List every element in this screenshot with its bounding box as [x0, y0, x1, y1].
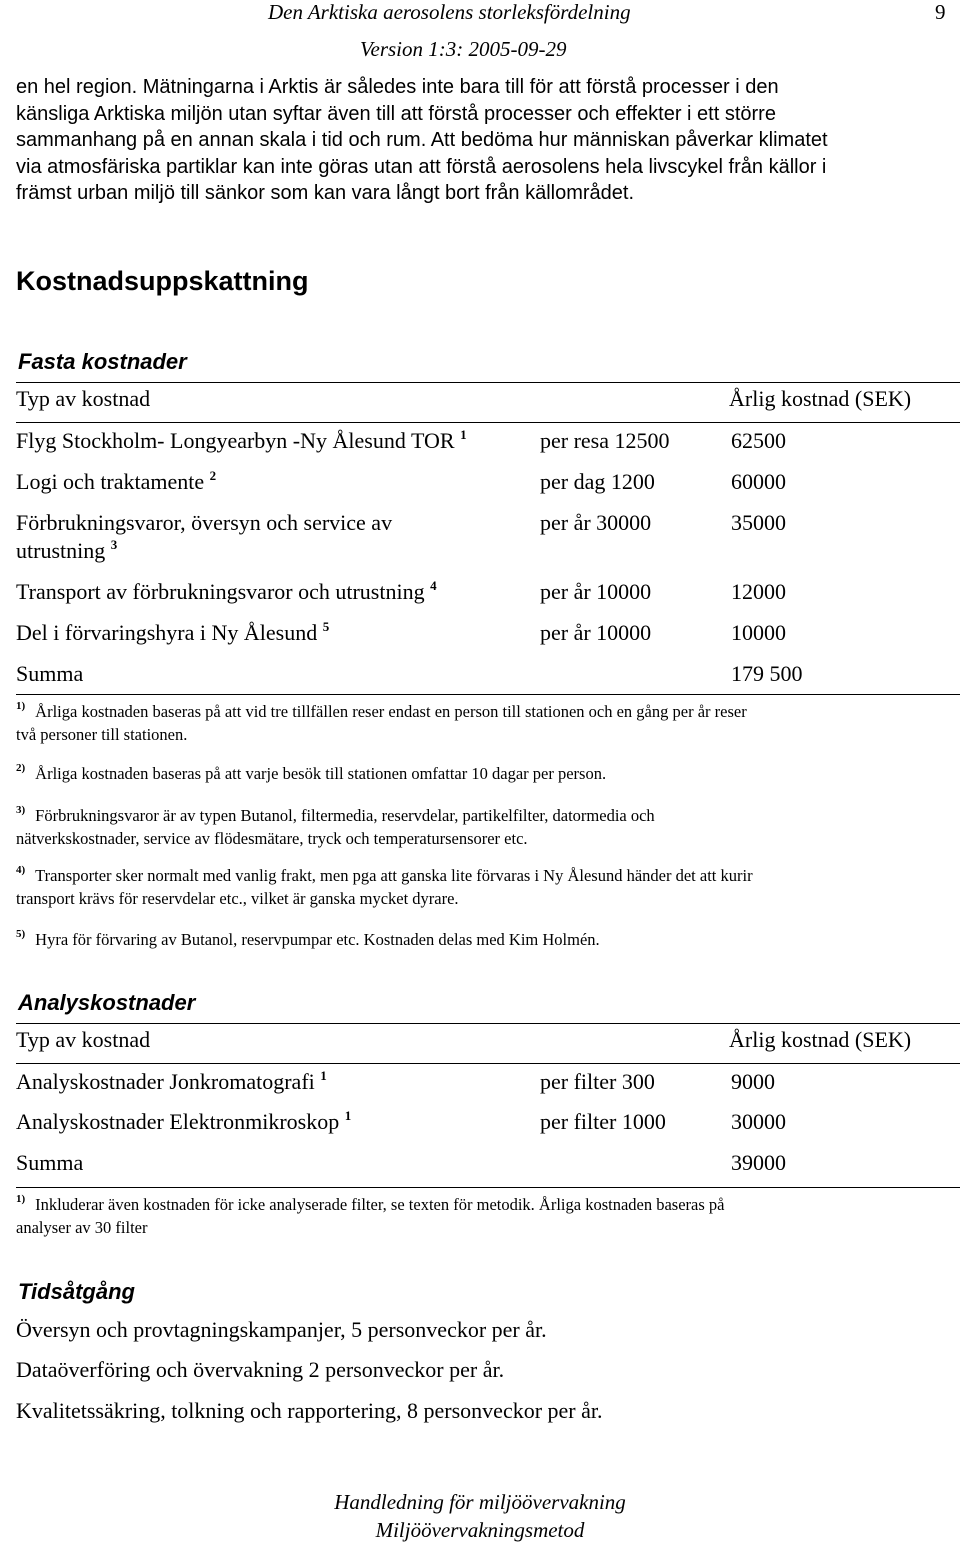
row-unit-cost: per resa 12500 — [540, 428, 670, 453]
row-footnote-ref: 3 — [110, 537, 118, 552]
row-annual-cost: 30000 — [731, 1109, 786, 1134]
footer-line: Miljöövervakningsmetod — [375, 1518, 585, 1542]
table-row — [16, 1069, 327, 1095]
row-unit-cost: per filter 1000 — [540, 1109, 666, 1134]
footnote-text: analyser av 30 filter — [16, 1218, 148, 1237]
footnote-text: Årliga kostnaden baseras på att varje besök till stationen omfattar 10 dagar per person. — [35, 764, 607, 783]
row-label: Analyskostnader Elektronmikroskop — [16, 1109, 340, 1134]
intro-line: främst urban miljö till sänkor som kan vara långt bort från källområdet. — [16, 182, 635, 204]
table-row — [16, 428, 467, 454]
row-footnote-ref: 2 — [209, 468, 217, 483]
footnote-mark: 1) — [16, 1193, 26, 1205]
row-unit-cost: per år 30000 — [540, 510, 652, 535]
sum-label: Summa — [16, 1150, 84, 1175]
footnote-text: Förbrukningsvaror är av typen Butanol, filtermedia, reservdelar, partikelfilter, datormedia och — [35, 806, 655, 825]
footnote-text: två personer till stationen. — [16, 725, 188, 744]
table-row — [16, 620, 329, 646]
footnote-text: Inkluderar även kostnaden för icke analyserade filter, se texten för metodik. Årliga kostnaden baseras på — [35, 1195, 725, 1214]
row-footnote-ref: 1 — [344, 1108, 352, 1123]
col-header-type: Typ av kostnad — [16, 1027, 151, 1052]
running-header-version: Version 1:3: 2005-09-29 — [360, 37, 567, 61]
row-footnote-ref: 5 — [322, 619, 330, 634]
row-footnote-ref: 4 — [430, 578, 437, 593]
footnote-mark: 1) — [16, 700, 26, 712]
footnote-mark: 5) — [16, 928, 26, 940]
row-label: Flyg Stockholm- Longyearbyn -Ny Ålesund TOR — [16, 428, 455, 453]
footnote-mark: 2) — [16, 762, 26, 774]
sum-value: 179 500 — [731, 661, 803, 686]
footnote — [16, 1193, 946, 1239]
row-label: Logi och traktamente — [16, 469, 205, 494]
intro-line: via atmosfäriska partiklar kan inte göras utan att förstå aerosolens hela livscykel från källor i — [16, 155, 827, 178]
sum-value: 39000 — [731, 1150, 786, 1175]
col-header-annual: Årlig kostnad (SEK) — [729, 386, 912, 411]
footnote-text: Årliga kostnaden baseras på att vid tre tillfällen reser endast en person till stationen och en gång per år reser — [35, 702, 747, 721]
row-label: Transport av förbrukningsvaror och utrustning — [16, 579, 425, 604]
time-heading: Tidsåtgång — [18, 1279, 135, 1304]
fixed-costs-heading: Fasta kostnader — [18, 349, 187, 374]
footnote — [16, 864, 946, 910]
intro-line: känsliga Arktiska miljön utan syftar även till att förstå processer och effekter i ett större — [16, 102, 776, 125]
page-number: 9 — [935, 0, 946, 24]
table-header-rule — [16, 422, 960, 423]
footnote-mark: 4) — [16, 864, 26, 876]
row-label: Analyskostnader Jonkromatografi — [16, 1069, 315, 1094]
analysis-costs-heading: Analyskostnader — [18, 990, 196, 1015]
row-unit-cost: per filter 300 — [540, 1069, 655, 1094]
table-row — [16, 579, 437, 605]
running-header-title: Den Arktiska aerosolens storleksfördelning — [268, 0, 631, 24]
row-unit-cost: per år 10000 — [540, 620, 652, 645]
footnote — [16, 804, 946, 850]
table-row — [16, 510, 392, 536]
table-header-rule — [16, 1063, 960, 1064]
intro-line: sammanhang på en annan skala i tid och rum. Att bedöma hur människan påverkar klimatet — [16, 129, 828, 151]
footnote — [16, 700, 946, 746]
table-row — [16, 1109, 351, 1135]
row-annual-cost: 60000 — [731, 469, 786, 494]
table-top-rule — [16, 1023, 960, 1024]
row-unit-cost: per dag 1200 — [540, 469, 655, 494]
table-bottom-rule — [16, 694, 960, 695]
time-line: Dataöverföring och övervakning 2 personveckor per år. — [16, 1357, 505, 1382]
intro-paragraph — [16, 74, 946, 207]
row-label-continuation — [16, 538, 117, 564]
section-heading: Kostnadsuppskattning — [16, 266, 309, 296]
footnote-text: Transporter sker normalt med vanlig frakt, men pga att ganska lite förvaras i Ny Ålesund händer det att kurir — [35, 866, 753, 885]
footnote-text: Hyra för förvaring av Butanol, reservpumpar etc. Kostnaden delas med Kim Holmén. — [35, 930, 600, 949]
time-line: Översyn och provtagningskampanjer, 5 personveckor per år. — [16, 1317, 547, 1342]
col-header-annual: Årlig kostnad (SEK) — [729, 1027, 912, 1052]
footnote — [16, 762, 946, 785]
row-annual-cost: 10000 — [731, 620, 786, 645]
footnote-mark: 3) — [16, 804, 26, 816]
time-line: Kvalitetssäkring, tolkning och rapportering, 8 personveckor per år. — [16, 1398, 603, 1423]
row-label: Del i förvaringshyra i Ny Ålesund — [16, 620, 318, 645]
row-annual-cost: 9000 — [731, 1069, 775, 1094]
table-bottom-rule — [16, 1187, 960, 1188]
row-unit-cost: per år 10000 — [540, 579, 652, 604]
row-footnote-ref: 1 — [320, 1068, 327, 1083]
footnote — [16, 928, 946, 951]
table-top-rule — [16, 382, 960, 383]
row-label: Förbrukningsvaror, översyn och service av — [16, 510, 393, 535]
intro-line: en hel region. Mätningarna i Arktis är således inte bara till för att förstå processer i den — [16, 76, 779, 98]
footer-line: Handledning för miljöövervakning — [334, 1490, 626, 1514]
table-row — [16, 469, 216, 495]
row-annual-cost: 12000 — [731, 579, 786, 604]
row-label: utrustning — [16, 538, 106, 563]
row-annual-cost: 62500 — [731, 428, 786, 453]
row-footnote-ref: 1 — [460, 427, 467, 442]
col-header-type: Typ av kostnad — [16, 386, 151, 411]
row-annual-cost: 35000 — [731, 510, 786, 535]
footnote-text: nätverkskostnader, service av flödesmätare, tryck och temperatursensorer etc. — [16, 829, 528, 848]
footnote-text: transport krävs för reservdelar etc., vilket är ganska mycket dyrare. — [16, 889, 459, 908]
sum-label: Summa — [16, 661, 84, 686]
